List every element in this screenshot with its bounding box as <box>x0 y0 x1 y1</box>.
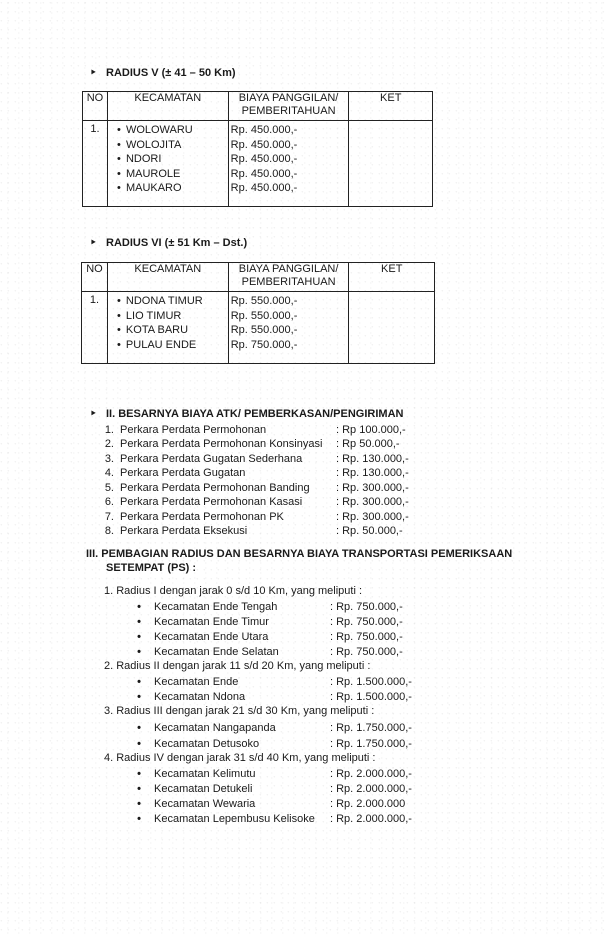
bullet-icon: • <box>137 691 141 703</box>
radius6-heading: RADIUS VI (± 51 Km – Dst.) <box>106 237 248 249</box>
biaya-value: Rp. 550.000,- <box>230 324 298 336</box>
kecamatan-name: Kecamatan Ende Tengah <box>154 601 278 613</box>
bullet-arrow-section2: ‣ <box>90 408 97 420</box>
item-label: Perkara Perdata Eksekusi <box>120 525 248 537</box>
kecamatan-amount: : Rp. 2.000.000,- <box>330 813 412 825</box>
col-header-ket: KET <box>349 92 433 121</box>
list-item: • WOLOJITA <box>112 138 228 153</box>
bullet-icon: • <box>137 646 141 658</box>
bullet-arrow-radius6: ‣ <box>90 237 97 249</box>
kecamatan-name: Kecamatan Ende <box>154 676 239 688</box>
item-amount: : Rp. 300.000,- <box>336 496 409 508</box>
ket-cell <box>349 292 435 364</box>
kecamatan-name: Kecamatan Ende Utara <box>154 631 269 643</box>
bullet-icon: • <box>137 616 141 628</box>
bullet-icon: • <box>137 768 141 780</box>
col-header-biaya: BIAYA PANGGILAN/ PEMBERITAHUAN <box>228 263 349 292</box>
row-number: 1. <box>83 121 108 207</box>
kecamatan-name: Kecamatan Kelimutu <box>154 768 256 780</box>
section2-heading: II. BESARNYA BIAYA ATK/ PEMBERKASAN/PENGIRIMAN <box>106 408 404 420</box>
item-amount: : Rp. 300.000,- <box>336 511 409 523</box>
kecamatan-amount: : Rp. 750.000,- <box>330 616 403 628</box>
item-number: 4. <box>104 467 114 479</box>
item-label: Perkara Perdata Permohonan Kasasi <box>120 496 303 508</box>
biaya-value: Rp. 750.000,- <box>230 338 298 351</box>
item-label: Perkara Perdata Permohonan Konsinyasi <box>120 438 323 450</box>
bullet-icon: • <box>137 631 141 643</box>
biaya-value: Rp. 450.000,- <box>230 124 298 136</box>
list-item: • NDONA TIMUR <box>112 294 228 309</box>
radius6-table <box>81 262 435 364</box>
kecamatan-amount: : Rp. 1.500.000,- <box>330 691 412 703</box>
kecamatan-cell <box>107 292 228 364</box>
biaya-value: Rp. 450.000,- <box>230 167 298 180</box>
kecamatan-amount: : Rp. 2.000.000 <box>330 798 406 810</box>
item-label: Perkara Perdata Permohonan <box>120 424 267 436</box>
radius5-heading: RADIUS V (± 41 – 50 Km) <box>106 67 236 79</box>
item-number: 2. <box>104 438 114 450</box>
item-amount: : Rp 100.000,- <box>336 424 406 436</box>
kecamatan-name: Kecamatan Ende Timur <box>154 616 269 628</box>
bullet-icon: • <box>137 676 141 688</box>
kecamatan-amount: : Rp. 1.500.000,- <box>330 676 412 688</box>
section3-heading-line1: III. PEMBAGIAN RADIUS DAN BESARNYA BIAYA TRANSPORTASI PEMERIKSAAN <box>86 548 513 560</box>
item-amount: : Rp. 300.000,- <box>336 482 409 494</box>
col-header-biaya: BIAYA PANGGILAN/ PEMBERITAHUAN <box>228 92 349 121</box>
item-label: Perkara Perdata Permohonan PK <box>120 511 284 523</box>
col-header-no: NO <box>82 263 108 292</box>
kecamatan-amount: : Rp. 1.750.000,- <box>330 738 412 750</box>
biaya-value: Rp. 450.000,- <box>230 138 298 151</box>
radius-group-title: 1. Radius I dengan jarak 0 s/d 10 Km, yang meliputi : <box>104 585 363 597</box>
kecamatan-name: Kecamatan Lepembusu Kelisoke <box>154 813 315 825</box>
kecamatan-name: Kecamatan Ende Selatan <box>154 646 279 658</box>
list-item: • MAUKARO <box>112 181 228 196</box>
item-amount: : Rp. 50.000,- <box>336 525 403 537</box>
radius-group-title: 2. Radius II dengan jarak 11 s/d 20 Km, yang meliputi : <box>104 660 371 672</box>
radius-group-title: 4. Radius IV dengan jarak 31 s/d 40 Km, yang meliputi : <box>104 752 376 764</box>
bullet-icon: • <box>137 813 141 825</box>
bullet-icon: • <box>137 798 141 810</box>
kecamatan-name: Kecamatan Detusoko <box>154 738 260 750</box>
item-number: 7. <box>104 511 114 523</box>
biaya-value: Rp. 550.000,- <box>230 295 298 307</box>
col-header-ket: KET <box>349 263 435 292</box>
list-item: • KOTA BARU <box>112 323 228 338</box>
list-item: • MAUROLE <box>112 167 228 182</box>
col-header-kecamatan: KECAMATAN <box>107 263 228 292</box>
kecamatan-name: Kecamatan Nangapanda <box>154 722 276 734</box>
list-item: • PULAU ENDE <box>112 338 228 353</box>
item-amount: : Rp 50.000,- <box>336 438 400 450</box>
kecamatan-amount: : Rp. 2.000.000,- <box>330 783 412 795</box>
section3-heading-line2: SETEMPAT (PS) : <box>106 562 197 574</box>
kecamatan-amount: : Rp. 750.000,- <box>330 631 403 643</box>
col-header-no: NO <box>83 92 108 121</box>
item-amount: : Rp. 130.000,- <box>336 453 409 465</box>
bullet-icon: • <box>137 601 141 613</box>
list-item: • NDORI <box>112 152 228 167</box>
bullet-icon: • <box>137 783 141 795</box>
item-label: Perkara Perdata Gugatan <box>120 467 246 479</box>
ket-cell <box>349 121 433 207</box>
item-number: 5. <box>104 482 114 494</box>
bullet-icon: • <box>137 738 141 750</box>
radius-group-title: 3. Radius III dengan jarak 21 s/d 30 Km, yang meliputi : <box>104 705 375 717</box>
kecamatan-name: Kecamatan Detukeli <box>154 783 253 795</box>
item-number: 1. <box>104 424 114 436</box>
kecamatan-amount: : Rp. 750.000,- <box>330 646 403 658</box>
row-number: 1. <box>82 292 108 364</box>
item-amount: : Rp. 130.000,- <box>336 467 409 479</box>
item-number: 6. <box>104 496 114 508</box>
biaya-value: Rp. 450.000,- <box>230 182 298 194</box>
biaya-cell <box>228 292 349 364</box>
list-item: • WOLOWARU <box>112 123 228 138</box>
kecamatan-name: Kecamatan Wewaria <box>154 798 256 810</box>
item-label: Perkara Perdata Permohonan Banding <box>120 482 310 494</box>
list-item: • LIO TIMUR <box>112 309 228 324</box>
kecamatan-name: Kecamatan Ndona <box>154 691 246 703</box>
bullet-arrow-radius5: ‣ <box>90 67 97 79</box>
kecamatan-amount: : Rp. 2.000.000,- <box>330 768 412 780</box>
item-label: Perkara Perdata Gugatan Sederhana <box>120 453 303 465</box>
biaya-value: Rp. 450.000,- <box>230 153 298 165</box>
biaya-cell <box>228 121 349 207</box>
kecamatan-amount: : Rp. 1.750.000,- <box>330 722 412 734</box>
kecamatan-cell <box>107 121 228 207</box>
bullet-icon: • <box>137 722 141 734</box>
radius5-table <box>82 91 433 207</box>
biaya-value: Rp. 550.000,- <box>230 309 298 322</box>
item-number: 8. <box>104 525 114 537</box>
item-number: 3. <box>104 453 114 465</box>
kecamatan-amount: : Rp. 750.000,- <box>330 601 403 613</box>
col-header-kecamatan: KECAMATAN <box>107 92 228 121</box>
